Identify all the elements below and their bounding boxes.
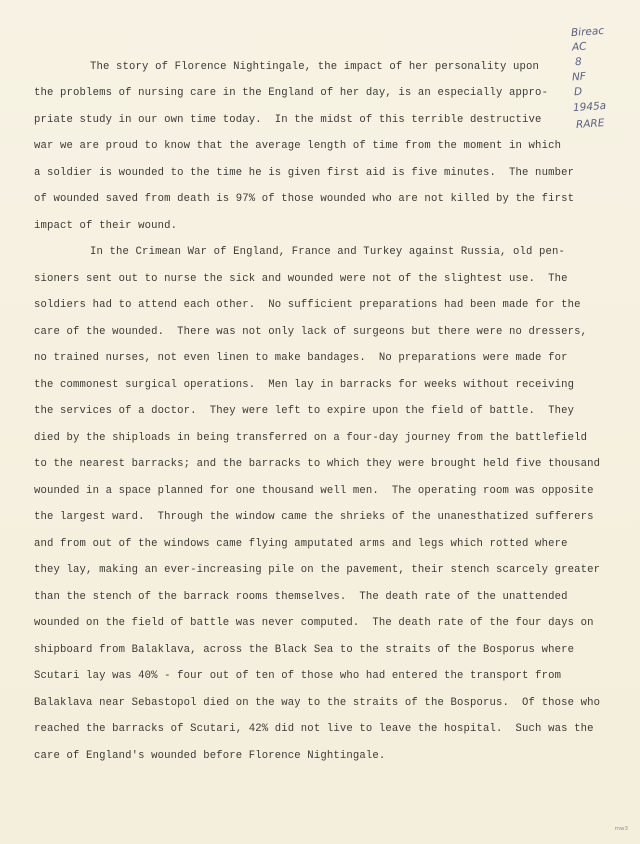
text-line-12: no trained nurses, not even linen to make bandages. No preparations were made for — [34, 352, 568, 364]
call-number-line-2: AC — [571, 40, 587, 54]
text-line-27: care of England's wounded before Florence Nightingale. — [34, 750, 386, 762]
corner-mark: mw3 — [614, 826, 628, 832]
text-line-19: and from out of the windows came flying amputated arms and legs which rotted where — [34, 538, 568, 550]
text-line-4: war we are proud to know that the average length of time from the moment in which — [34, 140, 562, 152]
call-number-line-3: 8 — [574, 55, 583, 69]
text-line-6: of wounded saved from death is 97% of those wounded who are not killed by the first — [34, 193, 575, 205]
text-line-9: sioners sent out to nurse the sick and wounded were not of the slightest use. The — [34, 273, 568, 285]
text-line-18: the largest ward. Through the window came the shrieks of the unanesthatized sufferers — [34, 511, 594, 523]
text-line-3: priate study in our own time today. In the midst of this terrible destructive — [34, 114, 542, 126]
call-number-line-7: RARE — [575, 117, 605, 131]
call-number-line-6: 1945a — [572, 99, 607, 115]
text-line-24: Scutari lay was 40% - four out of ten of those who had entered the transport from — [34, 670, 562, 682]
text-line-14: the services of a doctor. They were left to expire upon the field of battle. They — [34, 405, 575, 417]
text-line-10: soldiers had to attend each other. No sufficient preparations had been made for the — [34, 299, 581, 311]
text-line-21: than the stench of the barrack rooms themselves. The death rate of the unattended — [34, 591, 568, 603]
text-line-26: reached the barracks of Scutari, 42% did not live to leave the hospital. Such was the — [34, 723, 594, 735]
text-line-22: wounded on the field of battle was never computed. The death rate of the four days on — [34, 617, 594, 629]
text-line-1: The story of Florence Nightingale, the impact of her personality upon — [90, 61, 540, 73]
text-line-13: the commonest surgical operations. Men lay in barracks for weeks without receiving — [34, 379, 575, 391]
call-number-line-4: NF — [571, 70, 587, 84]
text-line-23: shipboard from Balaklava, across the Black Sea to the straits of the Bosporus where — [34, 644, 575, 656]
text-line-7: impact of their wound. — [34, 220, 178, 232]
text-line-20: they lay, making an ever-increasing pile on the pavement, their stench scarcely greater — [34, 564, 601, 576]
text-line-5: a soldier is wounded to the time he is given first aid is five minutes. The number — [34, 167, 575, 179]
text-line-17: wounded in a space planned for one thousand well men. The operating room was opposite — [34, 485, 594, 497]
text-line-11: care of the wounded. There was not only lack of surgeons but there were no dressers, — [34, 326, 588, 338]
text-line-2: the problems of nursing care in the England of her day, is an especially appro- — [34, 87, 549, 99]
text-line-8: In the Crimean War of England, France and Turkey against Russia, old pen- — [90, 246, 566, 258]
call-number-line-5: D — [573, 85, 583, 99]
call-number-line-1: Bireac — [570, 24, 605, 40]
text-line-15: died by the shiploads in being transferred on a four-day journey from the battlefield — [34, 432, 588, 444]
text-line-16: to the nearest barracks; and the barracks to which they were brought held five thousand — [34, 458, 601, 470]
text-line-25: Balaklava near Sebastopol died on the way to the straits of the Bosporus. Of those who — [34, 697, 601, 709]
